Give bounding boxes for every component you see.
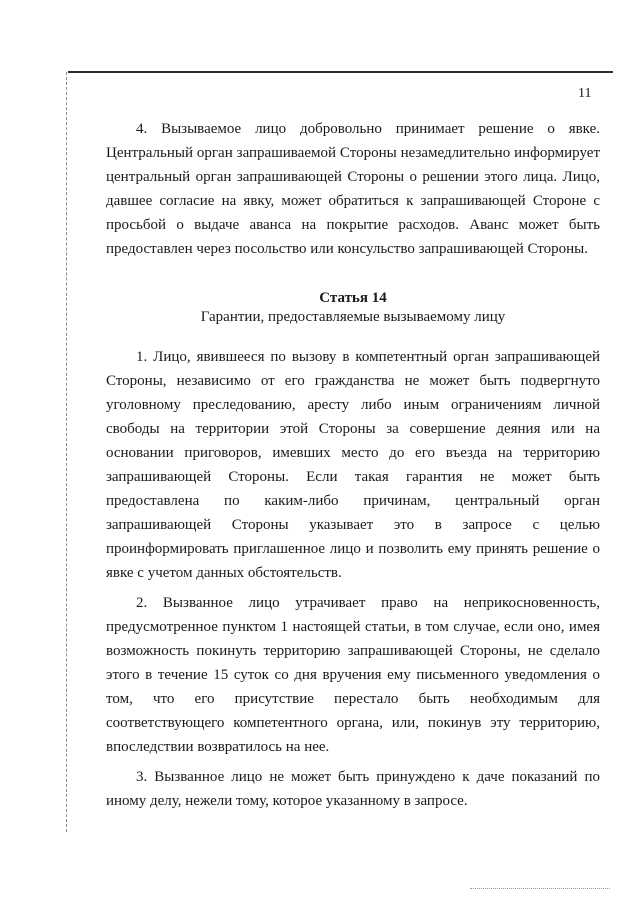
article-paragraph-3: 3. Вызванное лицо не может быть принуждено к даче показаний по иному делу, нежели тому, которое указанному в запросе. — [106, 769, 600, 809]
carryover-section — [106, 117, 600, 261]
article-body — [106, 345, 600, 813]
page-bottom-edge — [470, 888, 610, 889]
article-title: Статья 14 — [319, 290, 387, 306]
paragraph-4: 4. Вызываемое лицо добровольно принимает решение о явке. Центральный орган запрашиваемой Стороны незамедлительно информирует центральный орган запрашивающей Стороны о решении этого лица. Лицо, давшее согласие на явку, может обратиться к запрашивающей Стороне с просьбой о выдаче аванса на покрытие расходов. Аванс может быть предоставлен через посольство или консульство запрашивающей Стороны. — [106, 121, 600, 257]
article-paragraph-1: 1. Лицо, явившееся по вызову в компетентный орган запрашивающей Стороны, независимо от его гражданства не может быть подвергнуто уголовному преследованию, аресту либо иным ограничениям личной свободы на территории этой Стороны за совершение деяния или на основании приговоров, имевших место до его въезда на территорию запрашивающей Стороны. Если такая гарантия не может быть предоставлена по каким-либо причинам, центральный орган запрашивающей Стороны указывает это в запросе с целью проинформировать приглашенное лицо и позволить ему принять решение о явке с учетом данных обстоятельств. — [106, 349, 600, 581]
page-number: 11 — [578, 86, 592, 101]
page-left-edge — [66, 72, 67, 832]
page-top-border — [68, 71, 613, 73]
article-subtitle: Гарантии, предоставляемые вызываемому лицу — [200, 309, 506, 325]
article-paragraph-2: 2. Вызванное лицо утрачивает право на неприкосновенность, предусмотренное пунктом 1 настоящей статьи, в том случае, если оно, имея возможность покинуть территорию запрашивающей Стороны, не сделало этого в течение 15 суток со дня вручения ему письменного уведомления о том, что его присутствие перестало быть необходимым для соответствующего компетентного органа, или, покинув эту территорию, впоследствии возвратилось на нее. — [106, 595, 600, 755]
